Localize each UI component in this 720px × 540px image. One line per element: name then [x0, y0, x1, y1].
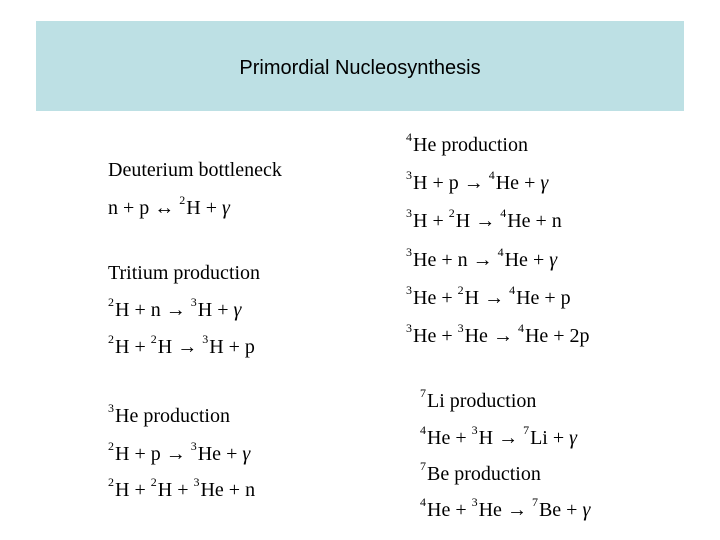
be7-equation: $^4$He + $^3$He → $^7$Be + γ	[420, 495, 591, 521]
tritium-heading: Tritium production	[108, 262, 261, 284]
he4-equation-3: $^3$He + n → $^4$He + γ	[406, 245, 558, 271]
deuterium-equation: n + p ↔ $^2$H + γ	[108, 193, 230, 219]
he3-equation-2: $^2$H + $^2$H + $^3$He + n	[108, 475, 256, 501]
he3-heading: $^3$He production	[108, 401, 230, 427]
he4-heading: $^4$He production	[406, 130, 528, 156]
he4-equation-1: $^3$H + p → $^4$He + γ	[406, 168, 549, 194]
tritium-equation-1: $^2$H + n → $^3$H + γ	[108, 295, 242, 321]
title-bar	[36, 21, 684, 111]
slide-title: Primordial Nucleosynthesis	[239, 57, 481, 79]
li7-equation: $^4$He + $^3$H → $^7$Li + γ	[420, 423, 578, 449]
li7-heading: $^7$Li production	[420, 386, 537, 412]
he3-equation-1: $^2$H + p → $^3$He + γ	[108, 439, 251, 465]
he4-equation-5: $^3$He + $^3$He → $^4$He + 2p	[406, 321, 590, 347]
tritium-equation-2: $^2$H + $^2$H → $^3$H + p	[108, 332, 255, 358]
be7-heading: $^7$Be production	[420, 459, 541, 485]
he4-equation-2: $^3$H + $^2$H → $^4$He + n	[406, 206, 562, 232]
he4-equation-4: $^3$He + $^2$H → $^4$He + p	[406, 283, 571, 309]
deuterium-heading: Deuterium bottleneck	[108, 159, 282, 181]
